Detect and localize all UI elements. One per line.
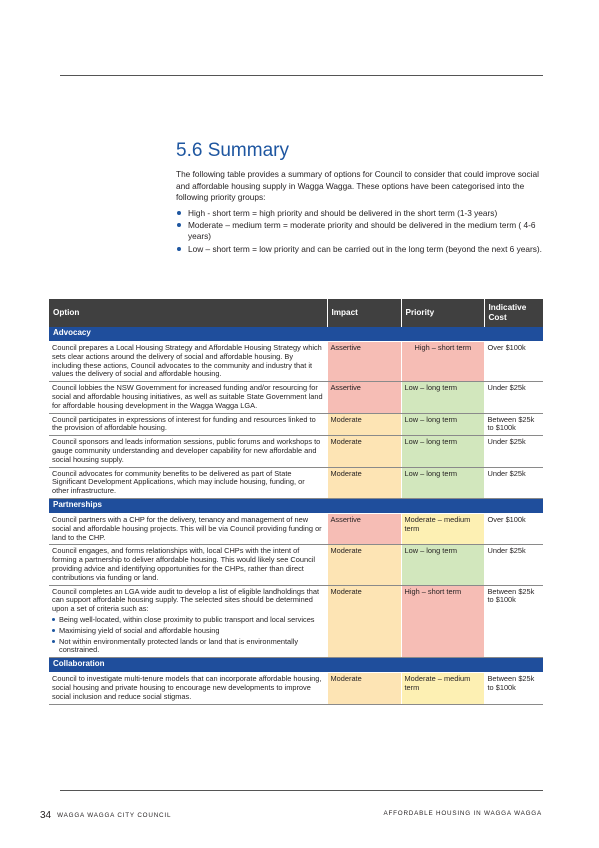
cost-cell: Under $25k	[484, 545, 543, 585]
column-header-option: Option	[49, 299, 327, 327]
bullet-icon	[177, 223, 181, 227]
criteria-item: Not within environmentally protected lands or land that is environmentally constrained.	[52, 638, 324, 656]
bullet-icon	[52, 618, 55, 621]
cost-cell: Under $25k	[484, 436, 543, 467]
footer-left	[40, 810, 171, 821]
impact-cell: Moderate	[327, 436, 401, 467]
impact-cell: Moderate	[327, 673, 401, 704]
footer-document-title: AFFORDABLE HOUSING IN WAGGA WAGGA	[383, 810, 542, 817]
bullet-icon	[177, 247, 181, 251]
priority-cell: High – short term	[401, 585, 484, 658]
priority-cell: Moderate – medium term	[401, 673, 484, 704]
section-row-partnerships: Partnerships	[49, 498, 543, 513]
priority-group-item: Moderate – medium term = moderate priority and should be delivered in the medium term ( 4-6 years)	[176, 220, 544, 242]
option-cell: Council prepares a Local Housing Strategy and Affordable Housing Strategy which sets clear actions around the delivery of social and affordable housing. By including these actions, Council advocates to the community and industry that it values the delivery of social and affordable housing.	[49, 342, 327, 382]
table-header-row	[49, 299, 543, 327]
priority-group-item: Low – short term = low priority and can be carried out in the long term (beyond the next 6 years).	[176, 244, 544, 255]
option-cell: Council sponsors and leads information sessions, public forums and workshops to gauge community understanding and developer capability for new affordable and social housing supply.	[49, 436, 327, 467]
table-row	[49, 436, 543, 467]
option-cell: Council to investigate multi-tenure models that can incorporate affordable housing, social housing and private housing to encourage new developments to improve social inclusion and reduce social stigmas.	[49, 673, 327, 704]
bullet-icon	[52, 640, 55, 643]
bottom-rule	[60, 790, 543, 791]
impact-cell: Assertive	[327, 382, 401, 413]
criteria-item: Being well-located, within close proximity to public transport and local services	[52, 616, 324, 625]
intro-paragraph: The following table provides a summary of options for Council to consider that could improve social and affordable housing supply in Wagga Wagga. These options have been categorised into the following priority groups:	[176, 169, 539, 203]
impact-cell: Assertive	[327, 513, 401, 544]
option-cell: Council advocates for community benefits to be delivered as part of State Significant Development Applications, which may include housing, funding, or other infrastructure.	[49, 467, 327, 498]
bullet-icon	[52, 629, 55, 632]
priority-cell: Moderate – medium term	[401, 513, 484, 544]
option-cell: Council participates in expressions of interest for funding and resources linked to the provision of affordable housing.	[49, 413, 327, 436]
table-row	[49, 467, 543, 498]
table-row	[49, 673, 543, 704]
option-cell: Council lobbies the NSW Government for increased funding and/or resourcing for social and affordable housing initiatives, as well as suitable State Government land for affordable housing development in the Wagga Wagga LGA.	[49, 382, 327, 413]
cost-cell: Between $25k to $100k	[484, 585, 543, 658]
table-row	[49, 585, 543, 658]
cost-cell: Over $100k	[484, 513, 543, 544]
priority-cell: Low – long term	[401, 382, 484, 413]
cost-cell: Between $25k to $100k	[484, 673, 543, 704]
priority-cell: Low – long term	[401, 436, 484, 467]
criteria-list	[52, 616, 324, 655]
summary-table	[49, 299, 543, 705]
page-title: 5.6 Summary	[176, 140, 289, 161]
priority-cell: High – short term	[401, 342, 484, 382]
cost-cell: Between $25k to $100k	[484, 413, 543, 436]
bullet-icon	[177, 211, 181, 215]
cost-cell: Under $25k	[484, 467, 543, 498]
impact-cell: Moderate	[327, 413, 401, 436]
impact-cell: Moderate	[327, 545, 401, 585]
table-row	[49, 382, 543, 413]
section-row-collaboration: Collaboration	[49, 658, 543, 673]
cost-cell: Over $100k	[484, 342, 543, 382]
table-row	[49, 545, 543, 585]
column-header-impact: Impact	[327, 299, 401, 327]
cost-cell: Under $25k	[484, 382, 543, 413]
table-row	[49, 342, 543, 382]
criteria-item: Maximising yield of social and affordable housing	[52, 627, 324, 636]
page-number: 34	[40, 810, 52, 821]
option-text: Council completes an LGA wide audit to develop a list of eligible landholdings that can support affordable housing supply. The selected sites should be determined upon a set of criteria such as:	[52, 586, 320, 614]
column-header-priority: Priority	[401, 299, 484, 327]
impact-cell: Moderate	[327, 467, 401, 498]
table-row	[49, 513, 543, 544]
impact-cell: Moderate	[327, 585, 401, 658]
impact-cell: Assertive	[327, 342, 401, 382]
option-cell: Council partners with a CHP for the delivery, tenancy and management of new social and affordable housing projects. This will be via Council providing funding or land to the CHP.	[49, 513, 327, 544]
section-row-advocacy: Advocacy	[49, 327, 543, 342]
option-cell: Council engages, and forms relationships with, local CHPs with the intent of forming a partnership to deliver affordable housing. This would likely see Council providing advice and identifying opportunities for the CHPs, rather than direct contributions via funding or land.	[49, 545, 327, 585]
priority-cell: Low – long term	[401, 467, 484, 498]
table-row	[49, 413, 543, 436]
priority-cell: Low – long term	[401, 413, 484, 436]
column-header-cost: Indicative Cost	[484, 299, 543, 327]
footer-organisation: WAGGA WAGGA CITY COUNCIL	[57, 812, 172, 819]
option-cell	[49, 585, 327, 658]
top-rule	[60, 75, 543, 76]
priority-group-item: High - short term = high priority and should be delivered in the short term (1-3 years)	[176, 208, 544, 219]
priority-group-list	[176, 208, 544, 256]
priority-cell: Low – long term	[401, 545, 484, 585]
